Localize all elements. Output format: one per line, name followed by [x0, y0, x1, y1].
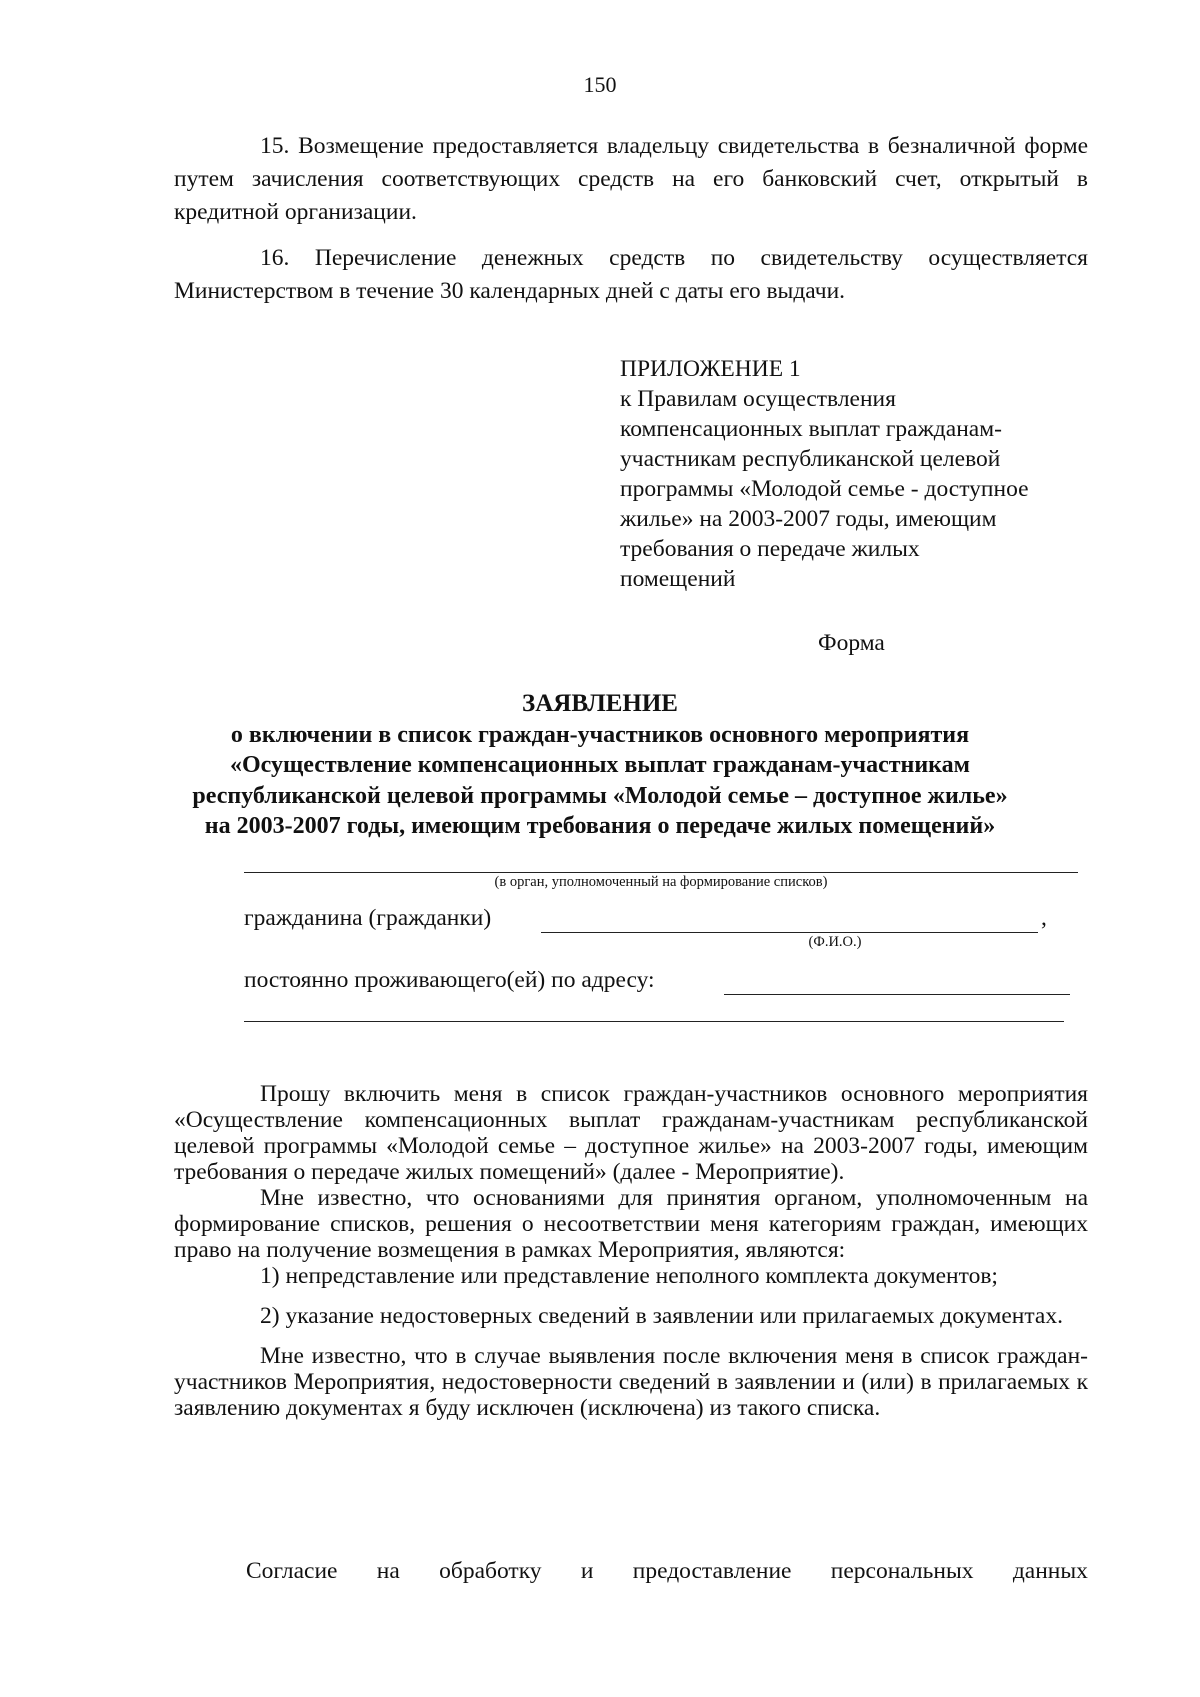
- citizen-suffix-comma: ,: [1041, 905, 1047, 931]
- body-list-item-1: 1) непредставление или представление неполного комплекта документов;: [260, 1263, 998, 1289]
- statement-subtitle-line-1: о включении в список граждан-участников основного мероприятия: [230, 721, 970, 748]
- organ-field-caption: (в орган, уполномоченный на формирование списков): [494, 874, 828, 890]
- address-label: постоянно проживающего(ей) по адресу:: [244, 967, 655, 993]
- appendix-header: [620, 354, 1100, 594]
- consent-word: на: [376, 1558, 400, 1584]
- consent-line-words: [174, 1556, 1088, 1586]
- consent-word: данных: [1012, 1558, 1088, 1584]
- body-paragraph-2: Мне известно, что основаниями для принятия органом, уполномоченным на формирование списков, решения о несоответствии меня категориям граждан, имеющих право на получение возмещения в рамках Мероприятия, являются:: [174, 1185, 1088, 1263]
- appendix-text: к Правилам осуществления компенсационных выплат гражданам- участникам республиканской целевой программы «Молодой семье - доступное жилье» на 2003-2007 годы, имеющим требования о передаче жилых помещений: [620, 386, 1029, 592]
- consent-word: обработку: [439, 1558, 542, 1584]
- consent-word: и: [580, 1558, 594, 1584]
- body-paragraph-3: Мне известно, что в случае выявления после включения меня в список граждан-участников Мероприятия, недостоверности сведений в заявлении и (или) в прилагаемых к заявлению документах я буду исключен (исключена) из такого списка.: [174, 1343, 1088, 1421]
- body-paragraph-1: Прошу включить меня в список граждан-участников основного мероприятия «Осуществление компенсационных выплат гражданам-участникам республиканской целевой программы «Молодой семье – доступное жилье» на 2003-2007 годы, имеющим требования о передаче жилых помещений» (далее - Мероприятие).: [174, 1081, 1088, 1185]
- consent-word: предоставление: [632, 1558, 792, 1584]
- statement-title: ЗАЯВЛЕНИЕ: [522, 690, 678, 717]
- statement-subtitle-line-2: «Осуществление компенсационных выплат гражданам-участникам: [230, 752, 970, 778]
- address-field-line-2[interactable]: [244, 1021, 1064, 1022]
- consent-word: Согласие: [246, 1558, 338, 1584]
- body-list-item-2: 2) указание недостоверных сведений в заявлении или прилагаемых документах.: [260, 1303, 1063, 1329]
- statement-subtitle-line-3: республиканской целевой программы «Молодой семье – доступное жилье»: [192, 782, 1008, 809]
- paragraph-16: [174, 242, 1088, 308]
- paragraph-15-text: 15. Возмещение предоставляется владельцу свидетельства в безналичной форме путем зачисления соответствующих средств на его банковский счет, открытый в кредитной организации.: [174, 133, 1088, 225]
- appendix-title: ПРИЛОЖЕНИЕ 1: [620, 356, 801, 382]
- statement-body: [174, 1081, 1088, 1421]
- consent-word: персональных: [830, 1558, 974, 1584]
- organ-field-line[interactable]: [244, 872, 1078, 873]
- consent-line: [174, 1556, 1088, 1586]
- page-number: 150: [583, 72, 617, 97]
- citizen-name-field-line[interactable]: [541, 932, 1038, 933]
- statement-subtitle-line-4: на 2003-2007 годы, имеющим требования о передаче жилых помещений»: [204, 813, 996, 839]
- statement-title-block: [0, 689, 1200, 842]
- paragraph-16-text: 16. Перечисление денежных средств по свидетельству осуществляется Министерством в течение 30 календарных дней с даты его выдачи.: [174, 245, 1088, 304]
- paragraph-15: [174, 130, 1088, 229]
- form-label: Форма: [818, 630, 885, 656]
- fio-caption: (Ф.И.О.): [808, 934, 862, 950]
- address-field-line-1[interactable]: [724, 994, 1070, 995]
- citizen-label: гражданина (гражданки): [244, 905, 492, 931]
